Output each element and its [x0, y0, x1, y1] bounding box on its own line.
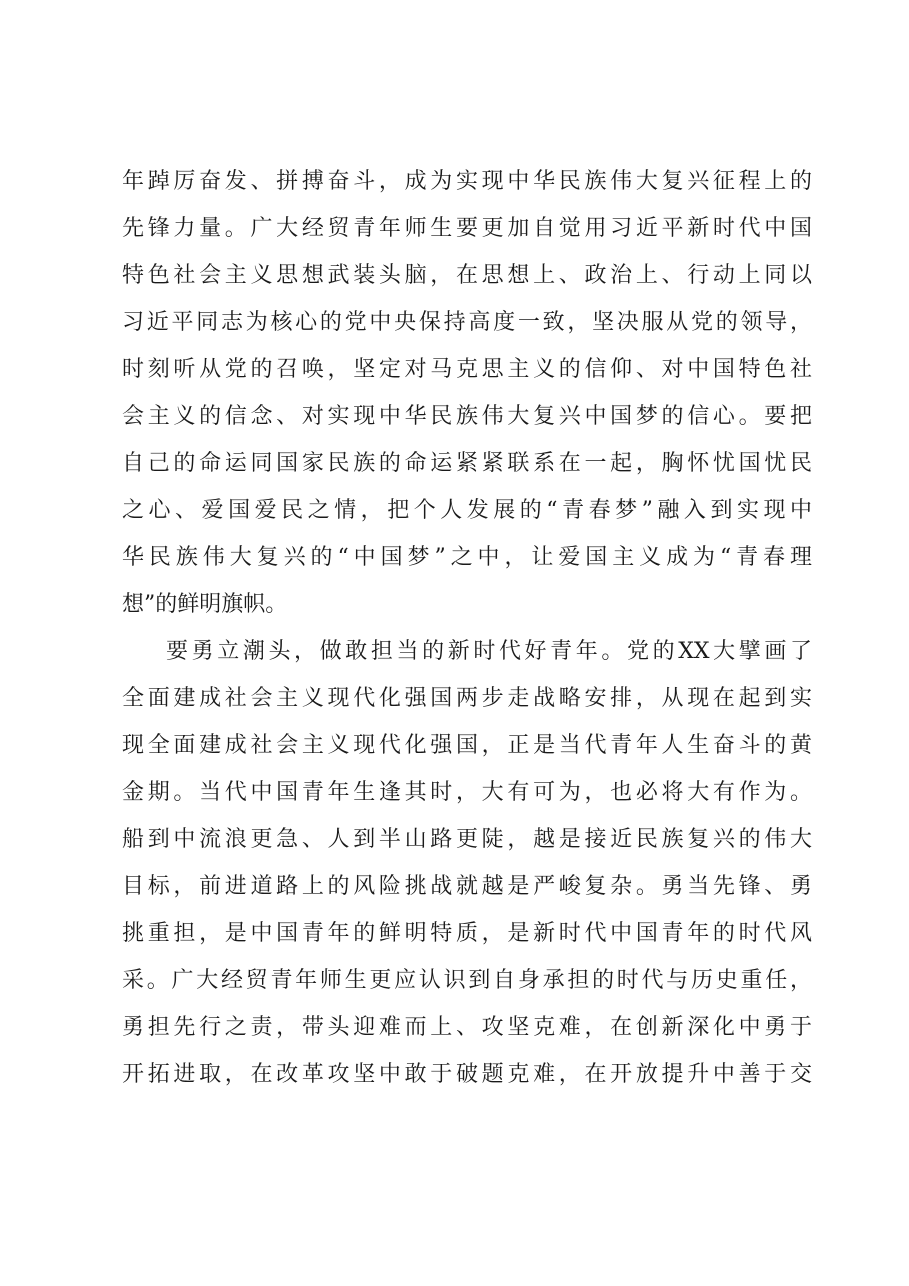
text-line: 会主义的信念、对实现中华民族伟大复兴中国梦的信心。要把 — [122, 404, 812, 429]
text-line: 之心、爱国爱民之情，把个人发展的“青春梦”融入到实现中 — [122, 498, 812, 523]
text-line: 自己的命运同国家民族的命运紧紧联系在一起，胸怀忧国忧民 — [122, 451, 812, 476]
text-line: 现全面建成社会主义现代化强国，正是当代青年人生奋斗的黄 — [122, 733, 812, 758]
text-line: 船到中流浪更急、人到半山路更陡，越是接近民族复兴的伟大 — [122, 827, 812, 852]
text-line: 全面建成社会主义现代化强国两步走战略安排，从现在起到实 — [122, 686, 812, 711]
text-line: 勇担先行之责，带头迎难而上、攻坚克难，在创新深化中勇于 — [122, 1015, 812, 1040]
text-line: 华民族伟大复兴的“中国梦”之中，让爱国主义成为“青春理 — [122, 545, 812, 570]
text-line: 采。广大经贸青年师生更应认识到自身承担的时代与历史重任， — [122, 968, 812, 993]
text-line: 想”的鲜明旗帜。 — [122, 592, 288, 617]
text-line: 先锋力量。广大经贸青年师生要更加自觉用习近平新时代中国 — [122, 216, 812, 241]
text-line: 年踔厉奋发、拼搏奋斗，成为实现中华民族伟大复兴征程上的 — [122, 169, 812, 194]
text-line: 金期。当代中国青年生逢其时，大有可为，也必将大有作为。 — [122, 780, 812, 805]
text-line: 目标，前进道路上的风险挑战就越是严峻复杂。勇当先锋、勇 — [122, 874, 812, 899]
text-line: 特色社会主义思想武装头脑，在思想上、政治上、行动上同以 — [122, 263, 812, 288]
text-line: 时刻听从党的召唤，坚定对马克思主义的信仰、对中国特色社 — [122, 357, 812, 382]
text-line: 开拓进取，在改革攻坚中敢于破题克难，在开放提升中善于交 — [122, 1062, 812, 1087]
paragraph-first-line: 要勇立潮头，做敢担当的新时代好青年。党的XX大擘画了 — [166, 639, 812, 664]
text-line: 挑重担，是中国青年的鲜明特质，是新时代中国青年的时代风 — [122, 921, 812, 946]
text-line: 习近平同志为核心的党中央保持高度一致，坚决服从党的领导， — [122, 310, 812, 335]
